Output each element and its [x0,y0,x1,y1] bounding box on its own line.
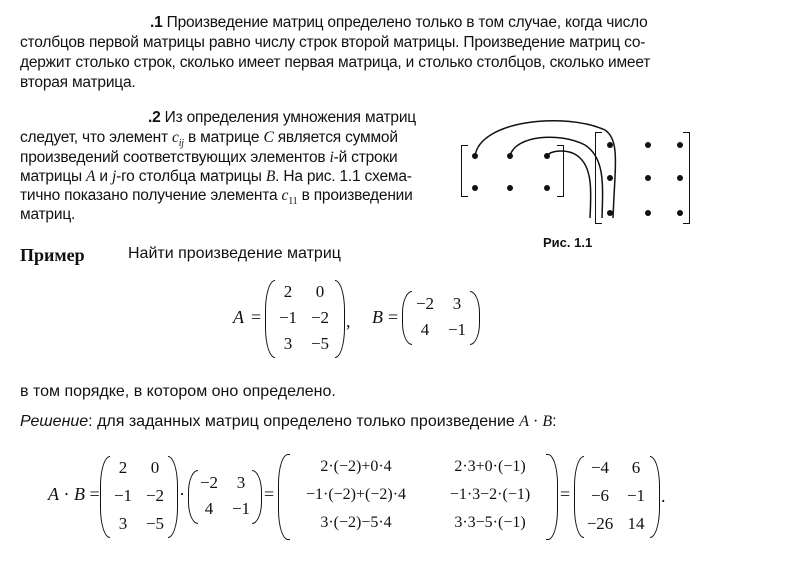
matrix-cell: 2 [118,458,128,477]
matrix-cell: −4 [590,458,610,477]
fig-b-dot [677,142,683,148]
paragraph-1-line-3: держит столько строк, сколько имеет первая матрица, и столько столбцов, сколько имеет [20,54,651,71]
example-task: Найти произведение матриц [128,245,341,262]
figure-arcs [455,110,705,230]
solution-dot: · [529,413,543,430]
p2-text: следует, что элемент [20,129,172,146]
matrix-cell: −1·(−2)+(−2)·4 [305,486,407,503]
matrix-c-symbol: C [263,129,274,146]
fig-a-dot [507,153,513,159]
fig-a-dot [472,185,478,191]
matrix-cell: 2·3+0·(−1) [454,458,526,475]
matrix-cell: −5 [310,334,330,353]
solution-a: A [519,413,529,430]
paragraph-2-line-6: матриц. [20,206,76,223]
p2-text: -го столбца матрицы [116,168,266,185]
example-after: в том порядке, в котором оно определено. [20,383,336,400]
fig-matrix-b-right-bracket [683,132,690,224]
fig-b-dot [607,175,613,181]
matrix-cell: 0 [150,458,160,477]
solution-matrix-a [100,456,178,538]
example-a-equals: = [251,307,262,327]
element-c11-subscript: 11 [288,196,298,208]
paragraph-2-line-3 [20,148,398,167]
solution-line [20,413,557,431]
matrix-cell: 3 [118,514,128,533]
matrix-cell: −2 [145,486,165,505]
final-period: . [661,486,666,506]
paragraph-2-text-1: Из определения умножения матриц [164,109,416,126]
paragraph-1-line-4: вторая матрица. [20,74,136,91]
solution-colon: : [552,413,557,430]
fig-b-dot [645,175,651,181]
matrix-cell: −2 [199,473,219,492]
equals-1: = [264,484,275,504]
index-i: i [329,149,334,166]
fig-b-dot [645,210,651,216]
matrix-cell: 2·(−2)+0·4 [320,458,392,475]
matrix-cell: 4 [420,320,430,339]
solution-b: B [542,413,553,430]
fig-a-dot [472,153,478,159]
element-c-subscript: ij [178,138,184,150]
element-c11: c [281,187,289,204]
p2-text: в произведении [297,187,413,204]
lhs-b: B [74,484,85,504]
paragraph-1-number: .1 [150,14,163,31]
example-b-equals: = [388,307,399,327]
solution-result-matrix [574,456,660,538]
example-matrix-b [402,291,480,345]
p2-text: является суммой [273,129,398,146]
solution-text: : для заданных матриц определено только произведение [88,413,520,430]
p2-text: и [95,168,112,185]
matrix-cell: 3 [236,473,246,492]
paragraph-1-line-2: столбцов первой матрицы равно числу строк второй матрицы. Произведение матриц со- [20,34,646,51]
paragraph-2-line-5 [20,186,413,211]
p2-text: -й строки [333,149,398,166]
fig-b-dot [607,142,613,148]
fig-a-dot [544,185,550,191]
index-j: j [112,168,117,185]
matrix-cell: 3 [452,294,462,313]
matrix-cell: −1 [278,308,298,327]
fig-b-dot [645,142,651,148]
paragraph-1-line-1 [150,13,648,32]
matrix-cell: 2 [283,282,293,301]
element-c: c [172,129,179,146]
paragraph-1-text-1: Произведение матриц определено только в том случае, когда число [166,14,648,31]
example-label: Пример [20,245,85,265]
paragraph-2-number: .2 [148,109,161,126]
p2-text: произведений соответствующих элементов [20,149,330,166]
matrix-cell: −2 [415,294,435,313]
matrix-cell: −6 [590,486,610,505]
example-matrix-a [265,280,345,358]
matrix-cell: −1 [113,486,133,505]
lhs [48,484,100,505]
matrix-cell: 3 [283,334,293,353]
matrix-a-symbol: A [86,168,96,185]
p2-text: . На рис. 1.1 схема- [275,168,412,185]
solution-equation [0,450,800,550]
example-comma: , [346,311,351,331]
matrix-cell: 0 [315,282,325,301]
solution-matrix-b [188,470,262,524]
matrix-cell: −1 [447,320,467,339]
p2-text: тично показано получение элемента [20,187,282,204]
lhs-a: A [48,484,59,504]
fig-b-dot [607,210,613,216]
fig-a-dot [507,185,513,191]
lhs-equals: = [89,484,100,504]
solution-product-matrix [278,454,558,540]
matrix-cell: −26 [586,514,614,533]
matrix-cell: −1·3−2·(−1) [449,486,531,503]
matrix-cell: 3·(−2)−5·4 [320,514,392,531]
equals-2: = [560,484,571,504]
figure-1-1 [455,110,705,250]
fig-a-dot [544,153,550,159]
matrix-cell: −1 [231,499,251,518]
mult-dot: · [179,484,185,504]
matrix-cell: 6 [631,458,641,477]
fig-matrix-a-left-bracket [461,145,468,197]
figure-caption: Рис. 1.1 [543,235,593,250]
fig-b-dot [677,175,683,181]
matrix-cell: −1 [626,486,646,505]
lhs-dot: · [63,484,70,504]
paragraph-2-line-1 [148,108,416,127]
matrix-b-symbol: B [265,168,276,185]
fig-b-dot [677,210,683,216]
example-b-label: B [372,307,383,327]
fig-matrix-b-left-bracket [595,132,602,224]
paragraph-2-line-4 [20,167,412,186]
solution-label: Решение [20,413,89,430]
matrix-cell: −5 [145,514,165,533]
matrix-cell: −2 [310,308,330,327]
fig-matrix-a-right-bracket [557,145,564,197]
arc-3 [547,151,591,218]
matrix-cell: 14 [627,514,645,533]
example-a-label: A [233,307,244,327]
p2-text: в матрице [183,129,264,146]
p2-text: матрицы [20,168,87,185]
matrix-cell: 4 [204,499,214,518]
matrix-cell: 3·3−5·(−1) [454,514,526,531]
matrix-right-paren [335,280,345,358]
